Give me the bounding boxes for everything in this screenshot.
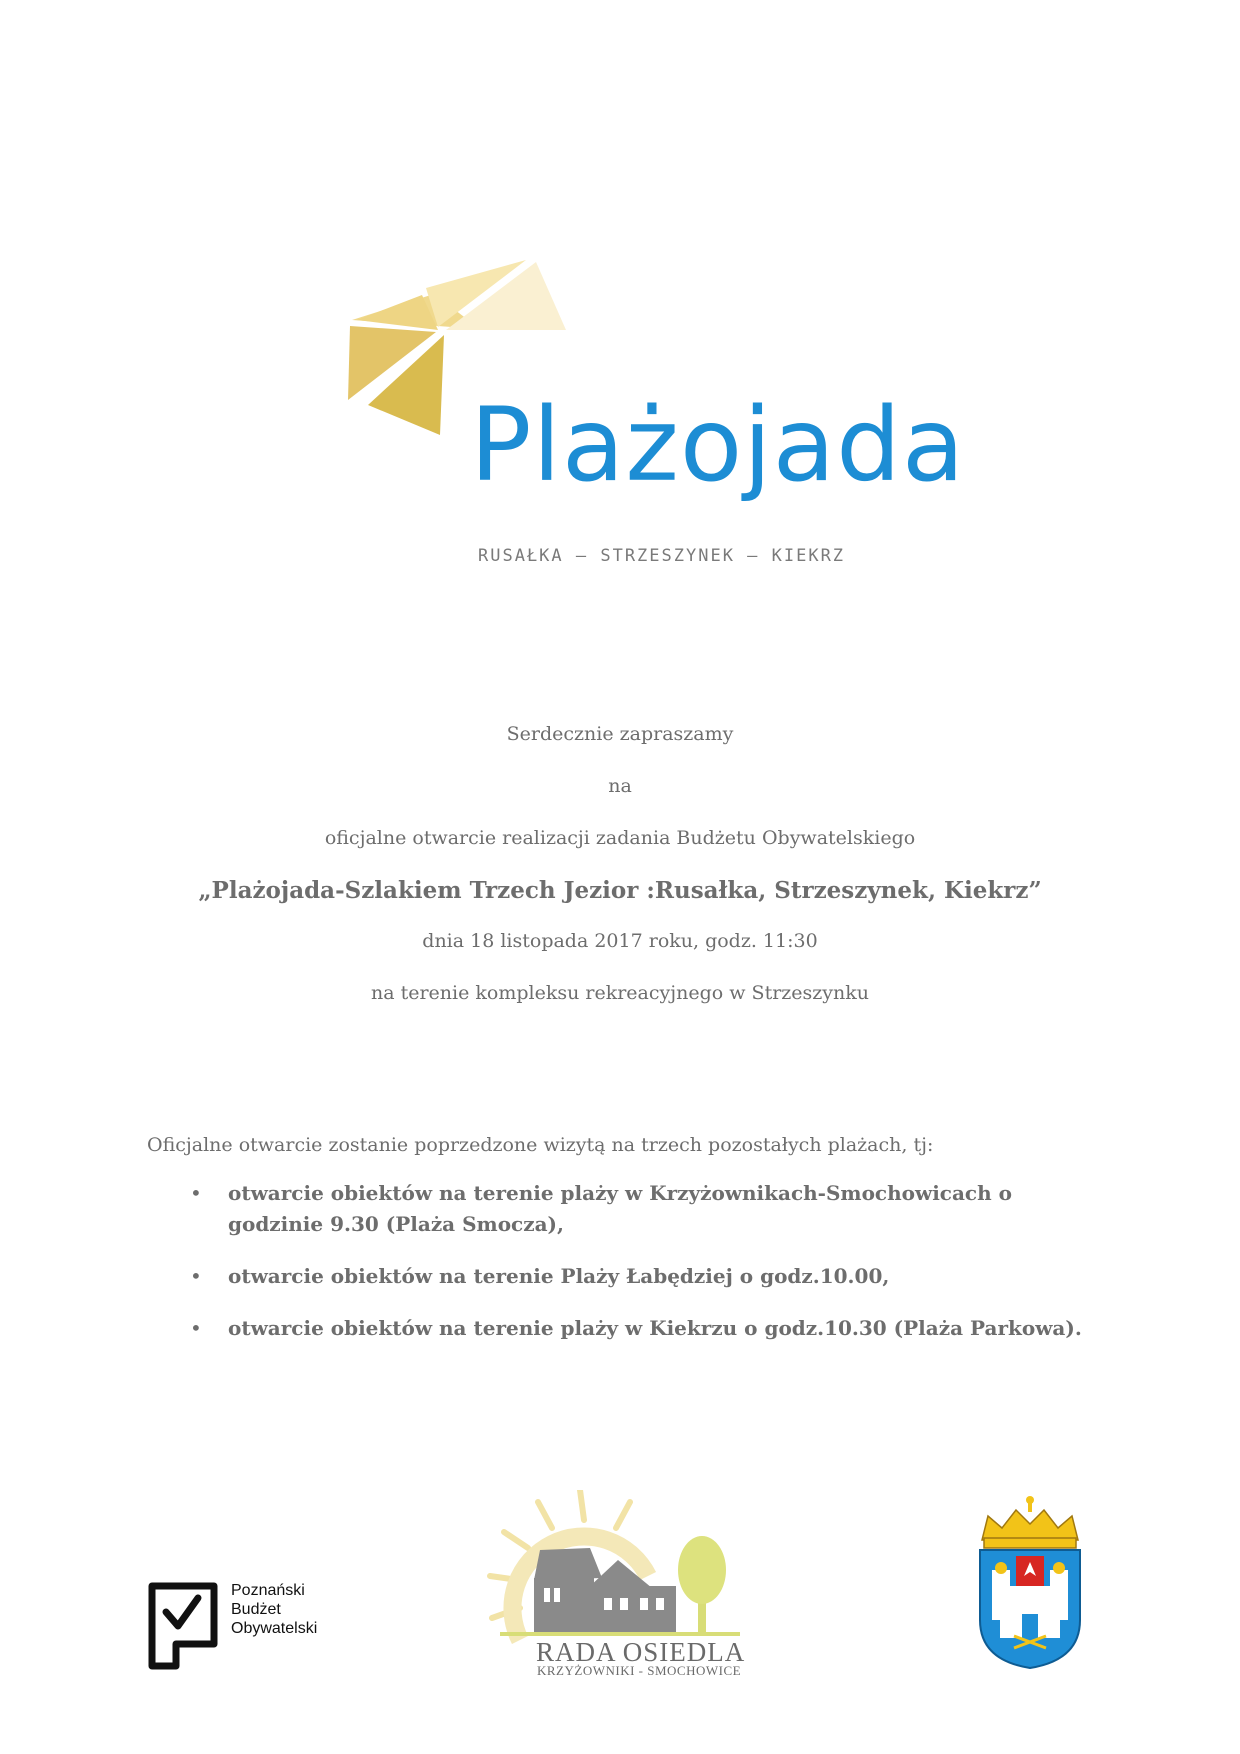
event-place: na terenie kompleksu rekreacyjnego w Strzeszynku: [370, 982, 870, 1004]
invitation-line-1: Serdecznie zapraszamy: [506, 723, 734, 745]
poznan-coat-of-arms-icon: [970, 1490, 1090, 1670]
list-item: • otwarcie obiektów na terenie plaży w Krzyżownikach-Smochowicach o godzinie 9.30 (Plaża Smocza),: [190, 1181, 1012, 1236]
event-title: „Plażojada-Szlakiem Trzech Jezior :Rusałka, Strzeszynek, Kiekrz”: [198, 877, 1042, 904]
plazojada-logo-subtitle: RUSAŁKA – STRZESZYNEK – KIEKRZ: [478, 546, 846, 566]
list-item: • otwarcie obiektów na terenie plaży w Kiekrzu o godz.10.30 (Plaża Parkowa).: [190, 1316, 1082, 1340]
details-intro: Oficjalne otwarcie zostanie poprzedzone wizytą na trzech pozostałych plażach, tj:: [147, 1134, 934, 1156]
rada-osiedla-subtitle: KRZYŻOWNIKI - SMOCHOWICE: [537, 1663, 742, 1678]
invitation-line-2: na: [608, 775, 632, 797]
list-item: • otwarcie obiektów na terenie Plaży Łabędziej o godz.10.00,: [190, 1264, 890, 1288]
plazojada-logo-word: Plażojada: [470, 386, 966, 505]
rada-osiedla-title: RADA OSIEDLA: [536, 1637, 746, 1667]
event-date: dnia 18 listopada 2017 roku, godz. 11:30: [422, 930, 818, 952]
pbo-logo-text: Poznański Budżet Obywatelski: [231, 1582, 318, 1637]
invitation-line-3: oficjalne otwarcie realizacji zadania Budżetu Obywatelskiego: [324, 827, 916, 849]
beach-openings-list: [190, 1178, 1100, 1365]
